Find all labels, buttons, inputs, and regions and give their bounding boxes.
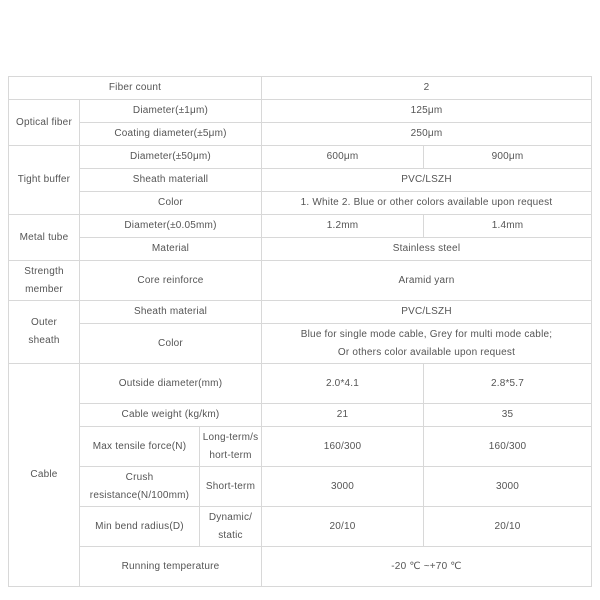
crush-label [80, 467, 200, 507]
running-temperature-value: -20 ℃ ~+70 ℃ [262, 547, 592, 587]
max-tensile-value-a: 160/300 [262, 427, 424, 467]
cable-weight-value-a: 21 [262, 404, 424, 427]
outer-sheath-color-value [262, 324, 592, 364]
min-bend-value-b: 20/10 [424, 507, 592, 547]
max-tensile-sub [200, 427, 262, 467]
group-tight-buffer: Tight buffer [9, 146, 80, 215]
crush-sub: Short-term [200, 467, 262, 507]
core-reinforce-label: Core reinforce [80, 261, 262, 301]
max-tensile-sub-line2: hort-term [209, 449, 252, 461]
outer-sheath-material-value: PVC/LSZH [262, 301, 592, 324]
fiber-count-label: Fiber count [9, 77, 262, 100]
min-bend-sub-line1: Dynamic/ [208, 511, 253, 523]
metal-tube-material-label: Material [80, 238, 262, 261]
row-outer-sheath-material [9, 301, 592, 324]
group-metal-tube: Metal tube [9, 215, 80, 261]
row-crush-resistance [9, 467, 592, 507]
coating-diameter-label: Coating diameter(±5μm) [80, 123, 262, 146]
row-min-bend [9, 507, 592, 547]
outer-sheath-color-line1: Blue for single mode cable, Grey for multi mode cable; [300, 328, 553, 340]
cable-weight-label: Cable weight (kg/km) [80, 404, 262, 427]
outside-diameter-value-b: 2.8*5.7 [424, 364, 592, 404]
group-strength-member [9, 261, 80, 301]
fiber-count-value: 2 [262, 77, 592, 100]
metal-tube-material-value: Stainless steel [262, 238, 592, 261]
metal-tube-diameter-value-b: 1.4mm [424, 215, 592, 238]
row-cable-outside-diameter [9, 364, 592, 404]
crush-value-a: 3000 [262, 467, 424, 507]
tight-buffer-diameter-value-a: 600μm [262, 146, 424, 169]
cable-weight-value-b: 35 [424, 404, 592, 427]
metal-tube-diameter-label: Diameter(±0.05mm) [80, 215, 262, 238]
spec-table [8, 76, 592, 587]
outer-sheath-line1: Outer [30, 317, 57, 328]
optical-fiber-diameter-label: Diameter(±1μm) [80, 100, 262, 123]
row-tight-buffer-color [9, 192, 592, 215]
min-bend-sub-line2: static [218, 529, 243, 541]
min-bend-label: Min bend radius(D) [80, 507, 200, 547]
row-fiber-count [9, 77, 592, 100]
outer-sheath-color-line2: Or others color available upon request [337, 346, 516, 358]
row-tight-buffer-diameter [9, 146, 592, 169]
running-temperature-label: Running temperature [80, 547, 262, 587]
metal-tube-diameter-value-a: 1.2mm [262, 215, 424, 238]
tight-buffer-color-label: Color [80, 192, 262, 215]
group-outer-sheath [9, 301, 80, 364]
max-tensile-sub-line1: Long-term/s [202, 431, 259, 443]
row-coating-diameter [9, 123, 592, 146]
core-reinforce-value: Aramid yarn [262, 261, 592, 301]
tight-buffer-sheath-label: Sheath materiall [80, 169, 262, 192]
tight-buffer-sheath-value: PVC/LSZH [262, 169, 592, 192]
group-optical-fiber: Optical fiber [9, 100, 80, 146]
row-optical-fiber-diameter [9, 100, 592, 123]
group-cable: Cable [9, 364, 80, 587]
strength-member-line2: member [25, 283, 63, 295]
row-running-temperature [9, 547, 592, 587]
tight-buffer-color-value: 1. White 2. Blue or other colors available upon request [262, 192, 592, 215]
row-strength-member [9, 261, 592, 301]
row-max-tensile [9, 427, 592, 467]
tight-buffer-diameter-label: Diameter(±50μm) [80, 146, 262, 169]
outer-sheath-material-label: Sheath material [80, 301, 262, 324]
crush-label-line2: resistance(N/100mm) [89, 489, 190, 501]
optical-fiber-diameter-value: 125μm [262, 100, 592, 123]
tight-buffer-diameter-value-b: 900μm [424, 146, 592, 169]
row-tight-buffer-sheath [9, 169, 592, 192]
strength-member-line1: Strength [24, 265, 64, 277]
crush-value-b: 3000 [424, 467, 592, 507]
max-tensile-value-b: 160/300 [424, 427, 592, 467]
crush-label-line1: Crush [125, 471, 154, 483]
outer-sheath-line2: sheath [28, 335, 60, 346]
max-tensile-label: Max tensile force(N) [80, 427, 200, 467]
min-bend-sub [200, 507, 262, 547]
row-cable-weight [9, 404, 592, 427]
coating-diameter-value: 250μm [262, 123, 592, 146]
outside-diameter-label: Outside diameter(mm) [80, 364, 262, 404]
row-outer-sheath-color [9, 324, 592, 364]
row-metal-tube-material [9, 238, 592, 261]
outer-sheath-color-label: Color [80, 324, 262, 364]
min-bend-value-a: 20/10 [262, 507, 424, 547]
outside-diameter-value-a: 2.0*4.1 [262, 364, 424, 404]
row-metal-tube-diameter [9, 215, 592, 238]
